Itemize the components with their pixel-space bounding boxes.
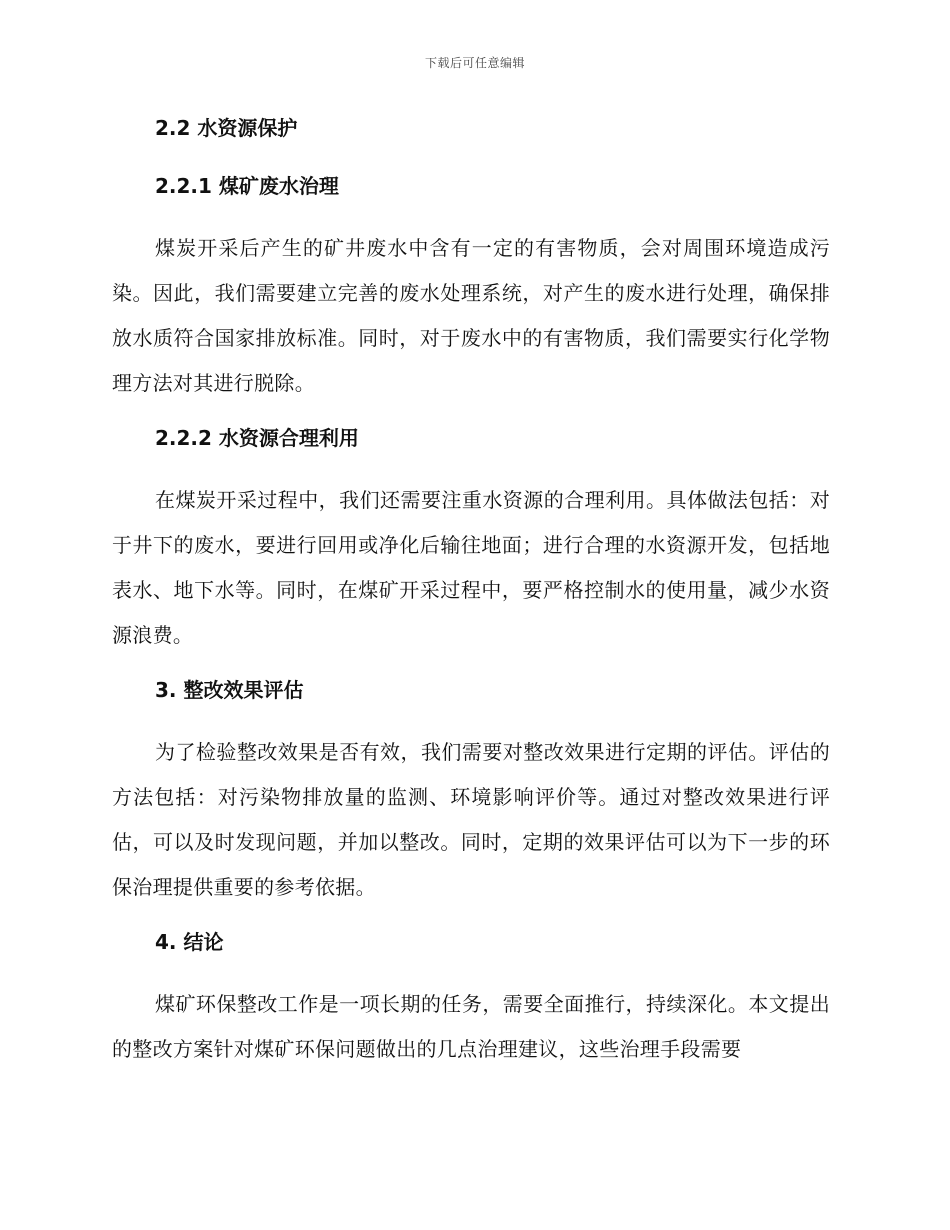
section-heading-4: 4. 结论 [155,930,224,954]
document-body [112,110,830,1086]
paragraph-2-2-2: 在煤炭开采过程中，我们还需要注重水资源的合理利用。具体做法包括：对于井下的废水，要进行回用或净化后输往地面；进行合理的水资源开发，包括地表水、地下水等。同时，在煤矿开采过程中，要严格控制水的使用量，减少水资源浪费。 [112,488,830,647]
paragraph-3: 为了检验整改效果是否有效，我们需要对整改效果进行定期的评估。评估的方法包括：对污染物排放量的监测、环境影响评价等。通过对整改效果进行评估，可以及时发现问题，并加以整改。同时，定期的效果评估可以为下一步的环保治理提供重要的参考依据。 [112,740,830,899]
paragraph-4: 煤矿环保整改工作是一项长期的任务，需要全面推行，持续深化。本文提出的整改方案针对煤矿环保问题做出的几点治理建议，这些治理手段需要 [112,992,830,1061]
paragraph-2-2-1: 煤炭开采后产生的矿井废水中含有一定的有害物质，会对周围环境造成污染。因此，我们需要建立完善的废水处理系统，对产生的废水进行处理，确保排放水质符合国家排放标准。同时，对于废水中的有害物质，我们需要实行化学物理方法对其进行脱除。 [112,236,830,395]
section-heading-3: 3. 整改效果评估 [155,678,304,702]
section-heading-2-2-1: 2.2.1 煤矿废水治理 [155,174,339,198]
page-header-note: 下载后可任意编辑 [424,56,525,70]
section-heading-2-2: 2.2 水资源保护 [155,116,298,140]
section-heading-2-2-2: 2.2.2 水资源合理利用 [155,426,359,450]
